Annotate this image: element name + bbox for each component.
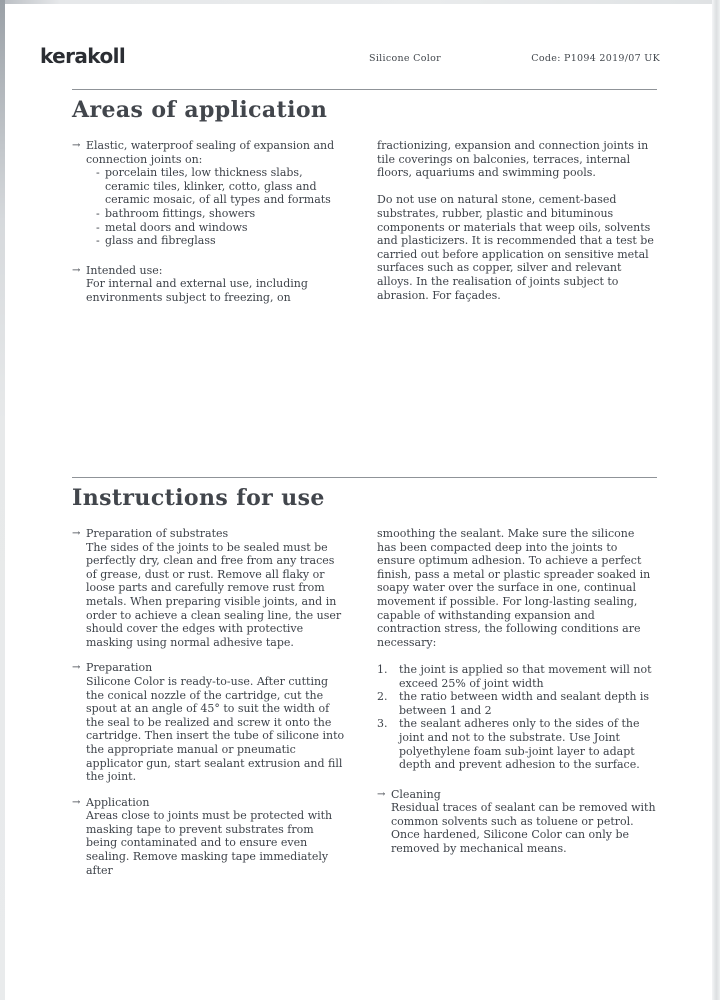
preparation-title: Preparation <box>86 661 153 675</box>
intended-use-body: For internal and external use, including environments subject to freezing, on <box>86 277 308 304</box>
elastic-sealing-list <box>96 166 345 248</box>
arrow-bullet-icon: → <box>377 788 386 800</box>
kerakoll-logo: kerakoll <box>40 44 126 68</box>
cleaning-block <box>377 788 657 856</box>
instructions-paragraph-1: smoothing the sealant. Make sure the silicone has been compacted deep into the joints to ensure optimum adhesion. To achieve a perfect finish, pass a metal or plastic spreader soaked in soapy water over the surface in one, continual movement if possible. For long-lasting sealing, capable of withstanding expansion and contraction stress, the following conditions are necessary: <box>377 527 651 649</box>
areas-paragraph-2: Do not use on natural stone, cement-based substrates, rubber, plastic and bituminous components or materials that weep oils, solvents and plasticizers. It is recommended that a test be carried out before application on sensitive metal surfaces such as copper, silver and relevant alloys. In the realisation of joints subject to abrasion. For façades. <box>377 193 654 302</box>
cleaning-title: Cleaning <box>391 787 441 801</box>
list-item <box>96 221 345 235</box>
dash-bullet-icon: - <box>96 234 100 248</box>
areas-left-column <box>72 139 345 305</box>
arrow-bullet-icon: → <box>72 796 81 808</box>
condition-item <box>377 690 657 717</box>
instructions-section-title: Instructions for use <box>72 485 325 511</box>
preparation-of-substrates-title: Preparation of substrates <box>86 527 229 540</box>
list-item <box>96 207 345 221</box>
preparation-of-substrates-block <box>72 527 345 649</box>
condition-item <box>377 717 657 771</box>
intended-use-block <box>72 264 345 305</box>
preparation-of-substrates-body: The sides of the joints to be sealed must be perfectly dry, clean and free from any traces of grease, dust or rust. Remove all flaky or loose parts and carefully remove rust from metals. When preparing visible joints, and in order to achieve a clean sealing line, the user should cover the edges with protective masking using normal adhesive tape. <box>86 540 342 649</box>
application-block <box>72 796 345 878</box>
application-body: Areas close to joints must be protected with masking tape to prevent substrates from being contaminated and to ensure even sealing. Remove masking tape immediately after <box>86 809 333 877</box>
condition-item <box>377 663 657 690</box>
elastic-sealing-block <box>72 139 345 248</box>
intended-use-title: Intended use: <box>86 263 163 277</box>
areas-section-title: Areas of application <box>72 97 328 123</box>
preparation-body: Silicone Color is ready-to-use. After cutting the conical nozzle of the cartridge, cut the spout at an angle of 45° to suit the width of the seal to be realized and screw it onto the cartridge. Then insert the tube of silicone into the appropriate manual or pneumatic applicator gun, start sealant extrusion and fill the joint. <box>86 674 345 784</box>
page-edge-right <box>712 0 720 1000</box>
list-item-text: glass and fibreglass <box>105 234 216 248</box>
list-item-text: metal doors and windows <box>105 220 248 234</box>
arrow-bullet-icon: → <box>72 140 81 151</box>
instructions-columns <box>72 527 657 877</box>
arrow-bullet-icon: → <box>72 264 81 276</box>
condition-text: the joint is applied so that movement will not exceed 25% of joint width <box>399 662 652 690</box>
list-item-text: porcelain tiles, low thickness slabs, ceramic tiles, klinker, cotto, glass and ceramic mosaic, of all types and formats <box>105 166 331 207</box>
instructions-left-column <box>72 527 345 877</box>
condition-text: the sealant adheres only to the sides of the joint and not to the substrate. Use Joint polyethylene foam sub-joint layer to adapt depth and prevent adhesion to the surface. <box>399 717 640 772</box>
cleaning-body: Residual traces of sealant can be removed with common solvents such as toluene or petrol. Once hardened, Silicone Color can only be removed by mechanical means. <box>391 801 656 856</box>
header-product-name: Silicone Color <box>369 53 441 64</box>
dash-bullet-icon: - <box>96 166 100 180</box>
list-item-text: bathroom fittings, showers <box>105 206 256 220</box>
section-areas-of-application <box>72 89 657 305</box>
instructions-right-column <box>377 527 657 877</box>
areas-columns <box>72 139 657 305</box>
condition-number: 3. <box>377 717 388 731</box>
areas-paragraph-1: fractionizing, expansion and connection joints in tile coverings on balconies, terraces, internal floors, aquariums and swimming pools. <box>377 139 649 180</box>
condition-number: 2. <box>377 690 388 704</box>
arrow-bullet-icon: → <box>72 528 81 539</box>
list-item <box>96 166 345 207</box>
header-document-code: Code: P1094 2019/07 UK <box>531 53 660 64</box>
condition-text: the ratio between width and sealant depth is between 1 and 2 <box>399 690 650 717</box>
application-title: Application <box>86 795 150 809</box>
page-edge-top <box>0 0 720 4</box>
condition-number: 1. <box>377 662 388 676</box>
page-edge-left <box>0 0 5 1000</box>
areas-right-column <box>377 139 657 305</box>
list-item <box>96 234 345 248</box>
arrow-bullet-icon: → <box>72 662 81 674</box>
dash-bullet-icon: - <box>96 220 100 234</box>
section-instructions-for-use <box>72 477 657 877</box>
elastic-sealing-title: Elastic, waterproof sealing of expansion and connection joints on: <box>86 139 335 166</box>
conditions-list <box>377 663 657 772</box>
preparation-block <box>72 661 345 783</box>
dash-bullet-icon: - <box>96 206 100 220</box>
